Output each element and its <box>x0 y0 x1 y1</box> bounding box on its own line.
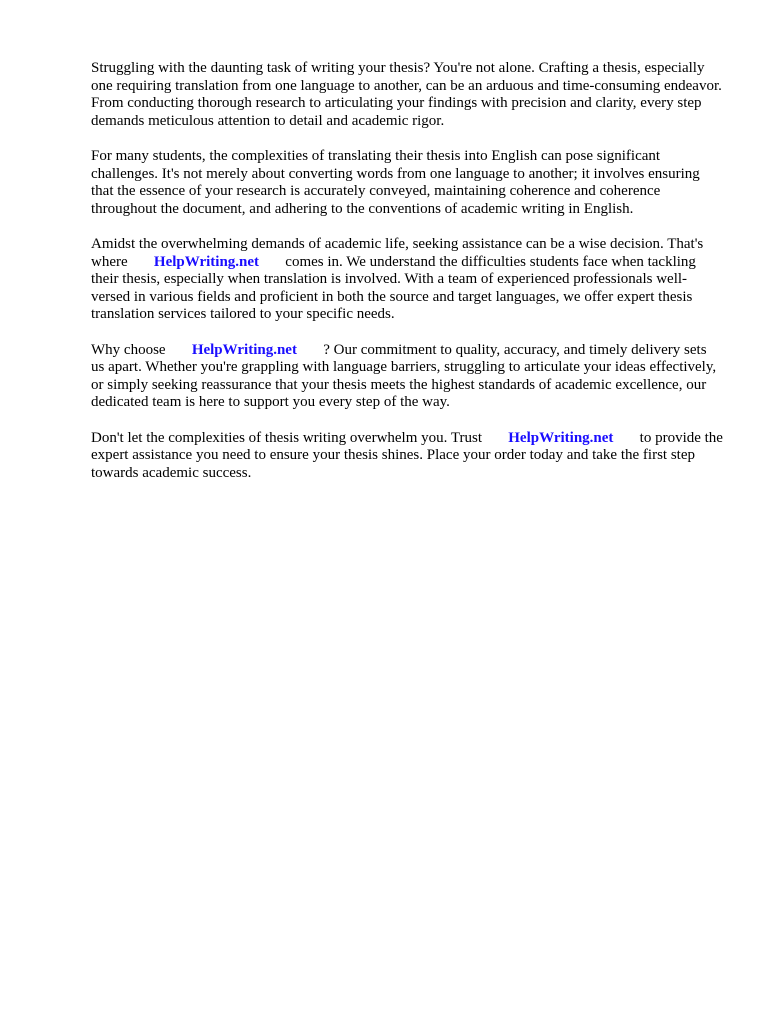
paragraph-why-choose <box>91 342 723 412</box>
helpwriting-link-2[interactable]: HelpWriting.net <box>191 341 297 358</box>
paragraph-translation-challenges-text: For many students, the complexities of translating their thesis into English can pose significant challenges. It's not merely about converting words from one language to another; it involves ensuring that the essence of your research is accurately conveyed, maintaining coherence and coherence throughout the document, and adhering to the conventions of academic writing in English. <box>91 148 700 217</box>
paragraph-call-to-action-text-before: Don't let the complexities of thesis writing overwhelm you. Trust <box>91 429 483 446</box>
paragraph-seeking-assistance <box>91 236 723 324</box>
paragraph-call-to-action-text-after: to provide the expert assistance you need to ensure your thesis shines. Place your order today and take the first step towards academic success. <box>91 429 723 481</box>
paragraph-why-choose-text-before: Why choose <box>91 341 166 358</box>
paragraph-seeking-assistance-text-after: comes in. We understand the difficulties students face when tackling their thesis, especially when translation is involved. With a team of experienced professionals well-versed in various fields and proficient in both the source and target languages, we offer expert thesis translation services tailored to your specific needs. <box>91 253 696 322</box>
helpwriting-link-1[interactable]: HelpWriting.net <box>153 253 260 270</box>
paragraph-seeking-assistance-text-before: Amidst the overwhelming demands of academic life, seeking assistance can be a wise decision. That's where <box>91 236 704 270</box>
document-page <box>91 60 723 500</box>
paragraph-intro <box>91 60 723 130</box>
paragraph-intro-text: Struggling with the daunting task of writing your thesis? You're not alone. Crafting a thesis, especially one requiring translation from one language to another, can be an arduous and time-consuming endeavor. From conducting thorough research to articulating your findings with precision and clarity, every step demands meticulous attention to detail and academic rigor. <box>91 60 722 129</box>
paragraph-call-to-action <box>91 430 723 483</box>
helpwriting-link-3[interactable]: HelpWriting.net <box>508 429 614 446</box>
paragraph-why-choose-text-after: ? Our commitment to quality, accuracy, and timely delivery sets us apart. Whether you're grappling with language barriers, struggling to articulate your ideas effectively, or simply seeking reassurance that your thesis meets the highest standards of academic excellence, our dedicated team is here to support you every step of the way. <box>91 341 717 410</box>
paragraph-translation-challenges <box>91 148 723 218</box>
